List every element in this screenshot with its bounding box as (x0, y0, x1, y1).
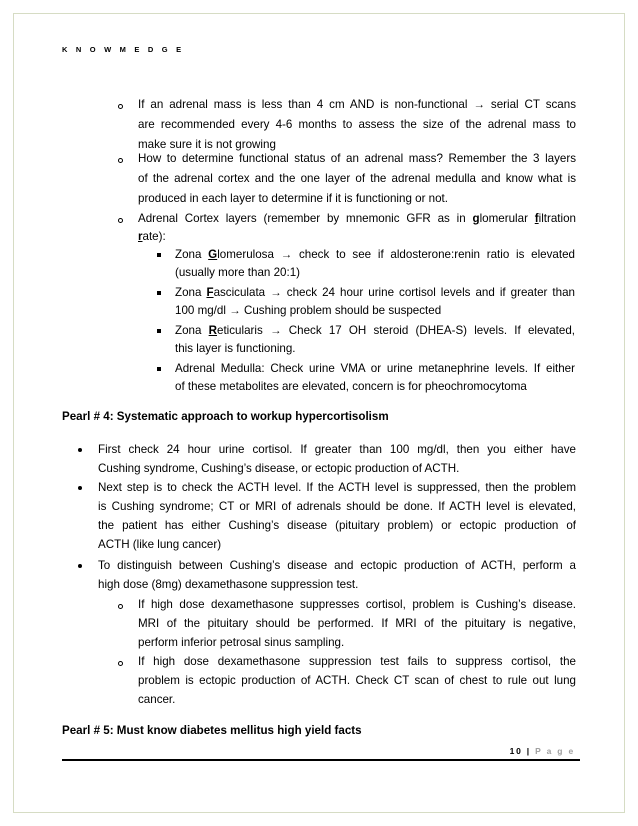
bullet-line: is Cushing syndrome; CT or MRI of adrenals should be done. If ACTH level is elevated, (98, 500, 576, 513)
sub-item-line: of these metabolites are elevated, concern is for pheochromocytoma (175, 380, 527, 393)
circle-bullet-icon (118, 604, 123, 609)
bullet-line: ACTH (like lung cancer) (98, 538, 222, 551)
page-footer (470, 746, 575, 756)
sub-item-line: Zona Fasciculata → check 24 hour urine cortisol levels and if greater than (175, 286, 575, 299)
bullet-line: Next step is to check the ACTH level. If the ACTH level is suppressed, then the problem (98, 481, 576, 494)
list-item-line: rate): (138, 230, 166, 243)
circle-bullet-icon (118, 218, 123, 223)
list-item-line: of the adrenal cortex and the one layer of the adrenal medulla and know what is (138, 172, 576, 185)
sub-bullet-line: problem is ectopic production of ACTH. Check CT scan of chest to rule out lung (138, 674, 576, 687)
sub-bullet-line: cancer. (138, 693, 176, 706)
document-header: K N O W M E D G E (62, 45, 185, 54)
list-item-line: Adrenal Cortex layers (remember by mnemonic GFR as in glomerular filtration (138, 212, 576, 225)
sub-item-line: (usually more than 20:1) (175, 266, 301, 279)
square-bullet-icon (157, 253, 161, 257)
sub-item-line: this layer is functioning. (175, 342, 296, 355)
circle-bullet-icon (118, 104, 123, 109)
circle-bullet-icon (118, 661, 123, 666)
list-item-line: make sure it is not growing (138, 138, 276, 151)
sub-bullet-line: If high dose dexamethasone suppresses cortisol, problem is Cushing’s disease. (138, 598, 576, 611)
sub-bullet-line: If high dose dexamethasone suppression test fails to suppress cortisol, the (138, 655, 576, 668)
bullet-dot-icon (78, 486, 82, 490)
section-heading: Pearl # 5: Must know diabetes mellitus high yield facts (62, 724, 362, 737)
sub-bullet-line: MRI of the pituitary should be performed. If MRI of the pituitary is negative, (138, 617, 576, 630)
sub-bullet-line: perform inferior petrosal sinus sampling. (138, 636, 345, 649)
list-item-line: are recommended every 4-6 months to assess the size of the adrenal mass to (138, 118, 576, 131)
section-heading: Pearl # 4: Systematic approach to workup hypercortisolism (62, 410, 389, 423)
list-item-line: How to determine functional status of an adrenal mass? Remember the 3 layers (138, 152, 576, 165)
bullet-line: Cushing syndrome, Cushing’s disease, or ectopic production of ACTH. (98, 462, 460, 475)
footer-divider (62, 759, 580, 761)
square-bullet-icon (157, 329, 161, 333)
circle-bullet-icon (118, 158, 123, 163)
sub-item-line: 100 mg/dl → Cushing problem should be suspected (175, 304, 442, 317)
list-item-line: produced in each layer to determine if it is functioning or not. (138, 192, 448, 205)
square-bullet-icon (157, 367, 161, 371)
list-item-line: If an adrenal mass is less than 4 cm AND is non-functional → serial CT scans (138, 98, 576, 111)
sub-item-line: Zona Glomerulosa → check to see if aldosterone:renin ratio is elevated (175, 248, 575, 261)
bullet-line: First check 24 hour urine cortisol. If greater than 100 mg/dl, then you either have (98, 443, 576, 456)
bullet-line: To distinguish between Cushing’s disease and ectopic production of ACTH, perform a (98, 559, 576, 572)
sub-item-line: Adrenal Medulla: Check urine VMA or urine metanephrine levels. If either (175, 362, 575, 375)
bullet-line: the patient has either Cushing’s disease (pituitary problem) or ectopic production of (98, 519, 576, 532)
sub-item-line: Zona Reticularis → Check 17 OH steroid (DHEA-S) levels. If elevated, (175, 324, 575, 337)
bullet-line: high dose (8mg) dexamethasone suppression test. (98, 578, 359, 591)
bullet-dot-icon (78, 564, 82, 568)
page-label: P a g e (535, 746, 575, 756)
square-bullet-icon (157, 291, 161, 295)
bullet-dot-icon (78, 448, 82, 452)
page-number: 10 | (509, 746, 531, 756)
